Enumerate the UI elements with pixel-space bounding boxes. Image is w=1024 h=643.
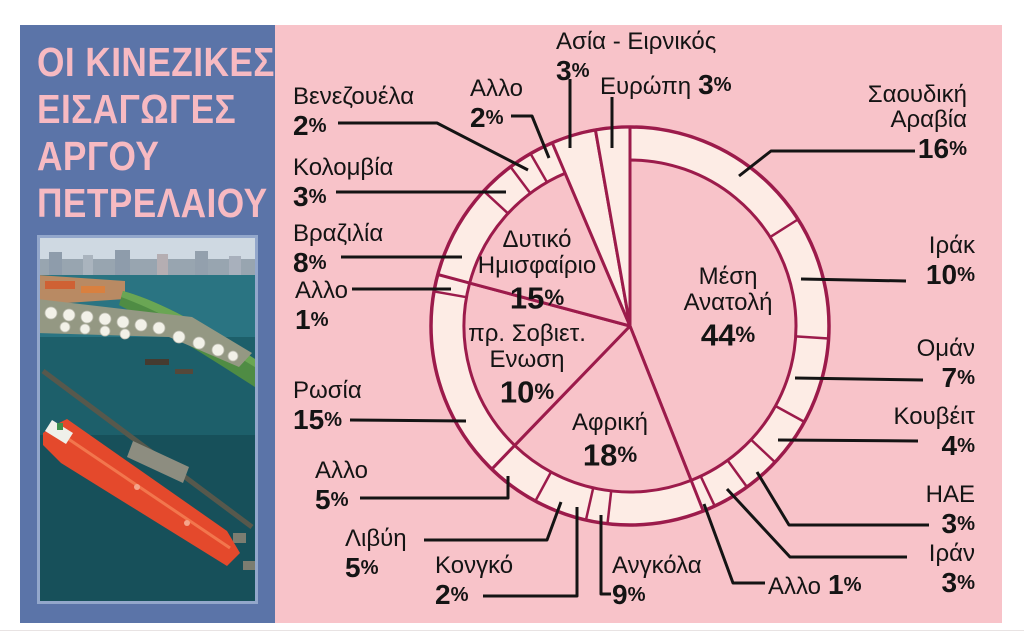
callout-angola-value: 9% [612, 579, 646, 610]
callout-libya [345, 526, 407, 583]
callout-iraq-name: Ιράκ [928, 232, 975, 259]
callout-russia [293, 378, 362, 435]
callout-saudi-arabia-name: Σαουδική [867, 81, 967, 108]
callout-kuwait-name: Κουβέιτ [893, 403, 975, 430]
percent-sign: % [957, 512, 975, 535]
callout-saudi-arabia-name: Αραβία [890, 106, 967, 133]
callout-venezuela-name: Βενεζουέλα [293, 83, 415, 110]
percent-sign: % [957, 366, 975, 389]
percent-sign: % [310, 308, 329, 331]
callout-other-soviet-name: Αλλο [295, 277, 348, 304]
callout-venezuela [293, 84, 414, 141]
callout-uae-value: 3% [941, 508, 975, 539]
region-label-western-hemisphere-name: Δυτικό [502, 226, 572, 253]
percent-sign: % [713, 73, 732, 96]
callout-uae [926, 482, 975, 539]
callout-iran-value: 3% [941, 567, 975, 598]
callout-iran [929, 541, 975, 598]
callout-europe-name: Ευρώπη [600, 73, 692, 100]
callout-congo-name: Κονγκό [435, 552, 514, 579]
callout-angola [612, 553, 702, 610]
title-line-2: ΕΙΣΑΓΩΓΕΣ [37, 86, 237, 132]
percent-sign: % [617, 442, 638, 467]
callout-libya-value: 5% [345, 552, 379, 583]
percent-sign: % [308, 185, 327, 208]
callout-brazil-value: 8% [293, 247, 327, 278]
title-line-4: ΠΕΤΡΕΛΑΙΟΥ [37, 180, 268, 226]
percent-sign: % [308, 251, 327, 274]
callout-other-africa-name: Αλλο [315, 457, 368, 484]
callout-oman-value: 7% [941, 362, 975, 393]
percent-sign: % [949, 137, 967, 160]
callout-asia-pacific-value: 3% [556, 55, 590, 86]
percent-sign: % [308, 114, 327, 137]
region-label-middle-east-name: Ανατολή [683, 289, 773, 316]
percent-sign: % [330, 488, 349, 511]
region-label-western-hemisphere-value: 15% [509, 280, 565, 316]
region-label-former-soviet-union-value: 10% [499, 374, 555, 410]
callout-libya-name: Λιβύη [345, 525, 407, 552]
callout-europe-value: 3% [698, 69, 732, 100]
callout-kuwait-value: 4% [941, 430, 975, 461]
callout-colombia [293, 155, 393, 212]
callout-oman-name: Ομάν [916, 335, 975, 362]
callout-colombia-value: 3% [293, 181, 327, 212]
callout-russia-value: 15% [293, 404, 343, 435]
percent-sign: % [450, 583, 469, 606]
percent-sign: % [627, 583, 646, 606]
percent-sign: % [957, 263, 975, 286]
region-label-western-hemisphere [478, 227, 596, 315]
callout-russia-name: Ρωσία [293, 377, 362, 404]
callout-congo [435, 553, 513, 610]
callout-other-west-name: Αλλο [470, 75, 523, 102]
region-label-africa-name: Αφρική [572, 409, 648, 436]
region-label-former-soviet-union-name: Ενωση [489, 346, 565, 373]
percent-sign: % [485, 106, 504, 129]
percent-sign: % [360, 556, 379, 579]
percent-sign: % [735, 322, 756, 347]
percent-sign: % [957, 434, 975, 457]
callout-angola-name: Ανγκόλα [612, 552, 702, 579]
percent-sign: % [324, 408, 343, 431]
region-label-former-soviet-union-name: πρ. Σοβιετ. [468, 320, 586, 347]
callout-other-middle-east [768, 570, 862, 600]
callout-other-middle-east-name: Αλλο [768, 573, 821, 600]
callout-kuwait [893, 404, 975, 461]
callout-brazil-name: Βραζιλία [293, 220, 384, 247]
percent-sign: % [957, 571, 975, 594]
callout-brazil [293, 221, 383, 278]
callout-other-soviet [295, 278, 348, 335]
callout-other-soviet-value: 1% [295, 304, 329, 335]
callout-oman [917, 336, 975, 393]
region-label-africa [572, 410, 648, 472]
callout-saudi-arabia-value: 16% [917, 133, 967, 164]
percent-sign: % [843, 573, 862, 596]
callout-asia-pacific-name: Ασία - Ειρνικός [556, 28, 717, 55]
percent-sign: % [544, 285, 565, 310]
callout-iraq [926, 233, 975, 290]
callout-europe [600, 70, 732, 100]
region-label-middle-east-value: 44% [700, 317, 756, 353]
callout-iraq-value: 10% [925, 259, 975, 290]
callout-other-west [470, 76, 523, 133]
callout-other-middle-east-value: 1% [828, 569, 862, 600]
callout-other-africa [315, 458, 368, 515]
region-label-former-soviet-union [468, 321, 586, 409]
region-label-western-hemisphere-name: Ημισφαίριο [477, 252, 597, 279]
title-line-1: ΟΙ ΚΙΝΕΖΙΚΕΣ [37, 39, 275, 85]
callout-venezuela-value: 2% [293, 110, 327, 141]
region-label-africa-value: 18% [582, 437, 638, 473]
callout-congo-value: 2% [435, 579, 469, 610]
percent-sign: % [534, 379, 555, 404]
callout-other-west-value: 2% [470, 102, 504, 133]
callout-colombia-name: Κολομβία [293, 154, 394, 181]
percent-sign: % [571, 59, 590, 82]
callout-iran-name: Ιράν [928, 540, 975, 567]
title-line-3: ΑΡΓΟΥ [37, 133, 160, 179]
region-label-middle-east [684, 264, 773, 352]
callout-saudi-arabia [868, 82, 967, 164]
callout-uae-name: ΗΑΕ [925, 481, 975, 508]
callout-other-africa-value: 5% [315, 484, 349, 515]
bottom-divider [0, 630, 1024, 631]
region-label-middle-east-name: Μέση [698, 263, 758, 290]
